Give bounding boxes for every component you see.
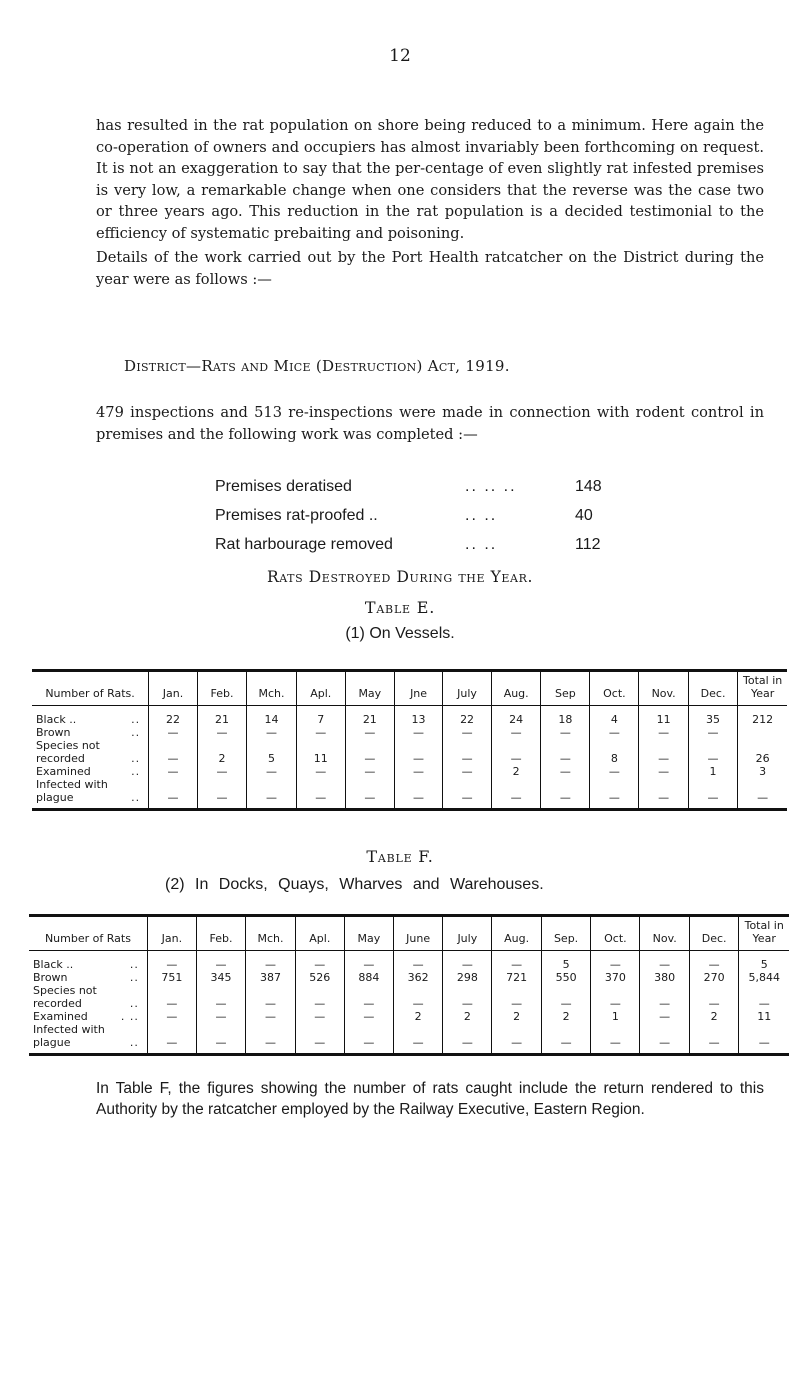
table-cell [197, 739, 246, 752]
row-label-leader: .. [129, 1036, 139, 1049]
row-label-text: plague [33, 1036, 71, 1049]
table-cell: 2 [491, 765, 541, 778]
table-cell [688, 739, 737, 752]
row-label-text: Brown [36, 726, 71, 739]
stat-label: Premises rat-proofed .. [215, 506, 378, 524]
table-cell: 526 [295, 971, 344, 984]
table-cell: 387 [246, 971, 296, 984]
table-cell: — [739, 1036, 789, 1055]
table-cell: — [393, 951, 442, 972]
closing-paragraph: In Table F, the figures showing the number of rats caught include the return rendered to this Authority by the ratcatcher employed by the Railway Executive, Eastern Region. [96, 1080, 764, 1118]
row-label [29, 951, 147, 972]
table-cell: — [394, 752, 442, 765]
column-header: Apl. [296, 671, 345, 706]
table-cell: 362 [393, 971, 442, 984]
table-cell [492, 984, 542, 997]
table-cell: — [344, 1036, 393, 1055]
table-cell: 35 [688, 706, 737, 727]
row-label [29, 984, 147, 997]
table-cell: 5 [247, 752, 297, 765]
table-cell: — [541, 997, 590, 1010]
column-header: Mch. [246, 916, 296, 951]
column-header: Nov. [640, 916, 689, 951]
column-header: Feb. [196, 916, 245, 951]
table-f-title: Table F. [366, 847, 434, 866]
table-e-title: Table E. [364, 598, 436, 617]
table-cell: — [639, 752, 688, 765]
table-cell: 5 [541, 951, 590, 972]
table-f [29, 914, 789, 1056]
table-cell [443, 778, 492, 791]
row-label [32, 791, 149, 810]
table-cell: 21 [197, 706, 246, 727]
column-header: Aug. [491, 671, 541, 706]
act-heading: District—Rats and Mice (Destruction) Act, 1919. [124, 357, 510, 375]
table-e-subtitle: (1) On Vessels. [345, 625, 455, 642]
table-cell: — [689, 997, 739, 1010]
table-cell: 11 [296, 752, 345, 765]
table-cell: — [689, 1036, 739, 1055]
table-cell: — [296, 726, 345, 739]
table-cell: 2 [443, 1010, 492, 1023]
table-cell [149, 778, 198, 791]
table-cell: 212 [738, 706, 787, 727]
row-label-leader: .. [129, 997, 139, 1010]
column-header: Sep. [541, 916, 590, 951]
table-row [32, 765, 787, 778]
table-cell: — [196, 1036, 245, 1055]
row-label [29, 971, 147, 984]
table-cell: 298 [443, 971, 492, 984]
table-cell [689, 984, 739, 997]
table-row [29, 1036, 789, 1055]
table-cell [345, 739, 394, 752]
stat-leader: .. .. [465, 535, 498, 553]
table-cell [739, 984, 789, 997]
intro-paragraph: has resulted in the rat population on shore being reduced to a minimum. Here again the co-operation of owners and occupiers has almost invariably been forthcoming on request. It is not an exaggeration to say that the per-centage of even slightly rat infested premises is very low, a remarkable change when one considers that the reverse was the case two or three years ago. This reduction in the rat population is a decided testimonial to the efficiency of systematic prebaiting and poisoning. [96, 117, 764, 242]
inspections-paragraph: 479 inspections and 513 re-inspections were made in connection with rodent control in premises and the following work was completed :— [96, 404, 764, 443]
table-header-row [29, 916, 789, 951]
table-cell [689, 1023, 739, 1036]
table-row [32, 706, 787, 727]
stat-row [215, 472, 615, 501]
row-label [32, 778, 149, 791]
table-cell: 721 [492, 971, 542, 984]
table-cell: — [197, 765, 246, 778]
table-cell [149, 739, 198, 752]
table-cell: 1 [591, 1010, 640, 1023]
table-cell: — [591, 1036, 640, 1055]
table-cell [246, 984, 296, 997]
table-cell: 1 [688, 765, 737, 778]
table-cell: 3 [738, 765, 787, 778]
column-header: Feb. [197, 671, 246, 706]
table-cell: 2 [197, 752, 246, 765]
table-cell: 22 [149, 706, 198, 727]
table-cell: — [296, 791, 345, 810]
table-cell [688, 778, 737, 791]
row-label [29, 1036, 147, 1055]
row-label-text: Examined [36, 765, 91, 778]
table-cell [738, 739, 787, 752]
table-cell [739, 1023, 789, 1036]
table-cell: — [541, 726, 590, 739]
section-title: Rats Destroyed During the Year. [266, 568, 534, 586]
table-cell [246, 1023, 296, 1036]
table-cell: — [196, 951, 245, 972]
table-cell: — [149, 752, 198, 765]
table-cell: 751 [147, 971, 196, 984]
column-header: Apl. [295, 916, 344, 951]
table-cell [738, 778, 787, 791]
table-cell: — [443, 765, 492, 778]
table-cell: — [640, 1036, 689, 1055]
table-cell: — [246, 951, 296, 972]
table-cell: — [541, 791, 590, 810]
table-cell [639, 778, 688, 791]
row-label-text: Examined [33, 1010, 88, 1023]
table-cell [738, 726, 787, 739]
table-cell: — [393, 997, 442, 1010]
table-cell: — [197, 791, 246, 810]
row-label-text: plague [36, 791, 74, 804]
table-cell: 14 [247, 706, 297, 727]
row-label-text: recorded [36, 752, 85, 765]
table-cell: 2 [689, 1010, 739, 1023]
table-cell [394, 778, 442, 791]
row-label [29, 1023, 147, 1036]
table-cell [541, 984, 590, 997]
table-cell: — [492, 1036, 542, 1055]
table-cell [590, 739, 639, 752]
table-cell: 8 [590, 752, 639, 765]
table-cell: — [491, 791, 541, 810]
table-cell: — [247, 765, 297, 778]
table-cell [344, 984, 393, 997]
table-cell: — [491, 726, 541, 739]
table-cell [590, 778, 639, 791]
table-cell [393, 1023, 442, 1036]
table-header-row [32, 671, 787, 706]
stat-label: Premises deratised [215, 477, 352, 495]
table-cell: — [149, 791, 198, 810]
table-cell: 5 [739, 951, 789, 972]
table-cell: 345 [196, 971, 245, 984]
row-label-text: Black .. [36, 713, 77, 726]
table-cell: 2 [541, 1010, 590, 1023]
page-number: 12 [389, 46, 411, 66]
row-label [32, 765, 149, 778]
row-label-text: Brown [33, 971, 68, 984]
table-cell: — [246, 997, 296, 1010]
table-cell: — [345, 752, 394, 765]
table-cell: — [196, 997, 245, 1010]
table-row [29, 997, 789, 1010]
column-header: Jan. [149, 671, 198, 706]
table-cell: 22 [443, 706, 492, 727]
row-label-header: Number of Rats. [32, 671, 149, 706]
table-cell [541, 778, 590, 791]
column-header: July [443, 916, 492, 951]
column-header: Nov. [639, 671, 688, 706]
table-cell: 11 [739, 1010, 789, 1023]
stat-label: Rat harbourage removed [215, 535, 393, 553]
table-f-subtitle: (2) In Docks, Quays, Wharves and Warehouses. [165, 876, 544, 893]
table-cell: — [541, 752, 590, 765]
row-label-leader: .. [131, 713, 141, 726]
table-cell: — [443, 726, 492, 739]
table-cell: — [590, 765, 639, 778]
table-cell: — [393, 1036, 442, 1055]
table-cell [591, 984, 640, 997]
row-label-leader: .. [129, 958, 139, 971]
table-row [32, 791, 787, 810]
table-cell [492, 1023, 542, 1036]
table-cell: — [344, 997, 393, 1010]
row-label [32, 726, 149, 739]
row-label [32, 706, 149, 727]
column-header: Jan. [147, 916, 196, 951]
table-cell: — [541, 765, 590, 778]
table-cell: 11 [639, 706, 688, 727]
table-cell [197, 778, 246, 791]
table-cell: — [345, 765, 394, 778]
table-cell: 26 [738, 752, 787, 765]
table-cell: — [296, 765, 345, 778]
table-cell: 5,844 [739, 971, 789, 984]
table-cell: — [443, 1036, 492, 1055]
table-cell: — [739, 997, 789, 1010]
table-cell [491, 739, 541, 752]
table-cell: — [149, 726, 198, 739]
table-cell: 7 [296, 706, 345, 727]
table-row [29, 984, 789, 997]
table-row [32, 739, 787, 752]
table-cell: 21 [345, 706, 394, 727]
table-row [32, 778, 787, 791]
row-label-text: Species not [33, 984, 97, 997]
table-cell [196, 984, 245, 997]
table-cell: — [591, 997, 640, 1010]
row-label-leader: .. [131, 765, 141, 778]
stat-row [215, 530, 615, 559]
table-cell: — [295, 1010, 344, 1023]
table-cell: — [640, 997, 689, 1010]
table-cell: — [394, 791, 442, 810]
table-cell: — [295, 951, 344, 972]
table-cell: — [295, 1036, 344, 1055]
table-cell: — [246, 1010, 296, 1023]
table-cell: — [345, 791, 394, 810]
table-cell [296, 739, 345, 752]
table-cell [345, 778, 394, 791]
row-label-leader: .. [131, 726, 141, 739]
row-label-text: Infected with [36, 778, 108, 791]
table-cell: — [443, 752, 492, 765]
row-label [32, 739, 149, 752]
table-cell: 380 [640, 971, 689, 984]
row-label [32, 752, 149, 765]
table-cell: — [738, 791, 787, 810]
column-header: May [345, 671, 394, 706]
table-cell [443, 984, 492, 997]
stat-value: 112 [575, 535, 601, 553]
table-cell [247, 739, 297, 752]
table-cell: — [492, 997, 542, 1010]
table-cell: — [640, 1010, 689, 1023]
table-cell: — [147, 951, 196, 972]
table-cell: 4 [590, 706, 639, 727]
table-cell [295, 984, 344, 997]
table-cell: — [639, 726, 688, 739]
table-cell: — [590, 726, 639, 739]
column-header: Aug. [492, 916, 542, 951]
column-header: Dec. [688, 671, 737, 706]
column-header: Jne [394, 671, 442, 706]
table-cell: — [345, 726, 394, 739]
table-row [29, 971, 789, 984]
table-cell [393, 984, 442, 997]
stat-value: 40 [575, 506, 593, 524]
column-header: Total in Year [738, 671, 787, 706]
table-cell: 550 [541, 971, 590, 984]
table-cell: — [247, 726, 297, 739]
table-cell [541, 1023, 590, 1036]
table-cell: — [197, 726, 246, 739]
table-cell: — [688, 726, 737, 739]
table-cell [640, 984, 689, 997]
table-cell [196, 1023, 245, 1036]
table-e [32, 669, 787, 811]
table-cell: — [147, 1010, 196, 1023]
table-cell: — [295, 997, 344, 1010]
row-label-text: recorded [33, 997, 82, 1010]
table-cell [541, 739, 590, 752]
row-label-header: Number of Rats [29, 916, 147, 951]
table-cell: — [590, 791, 639, 810]
table-cell [295, 1023, 344, 1036]
row-label-leader: .. [131, 752, 141, 765]
table-row [29, 1010, 789, 1023]
table-cell [639, 739, 688, 752]
table-cell: — [492, 951, 542, 972]
row-label-leader: .. [131, 791, 141, 804]
table-cell: — [491, 752, 541, 765]
table-cell [147, 1023, 196, 1036]
table-cell: — [689, 951, 739, 972]
table-cell: 2 [492, 1010, 542, 1023]
table-cell: — [344, 1010, 393, 1023]
table-row [29, 951, 789, 972]
table-cell [591, 1023, 640, 1036]
table-cell [247, 778, 297, 791]
row-label-leader: .. [129, 971, 139, 984]
row-label-text: Species not [36, 739, 100, 752]
table-cell: — [541, 1036, 590, 1055]
table-cell: — [344, 951, 393, 972]
table-cell [640, 1023, 689, 1036]
row-label [29, 1010, 147, 1023]
table-row [32, 726, 787, 739]
table-cell: — [639, 791, 688, 810]
table-cell: 370 [591, 971, 640, 984]
table-cell [394, 739, 442, 752]
table-cell: — [591, 951, 640, 972]
column-header: July [443, 671, 492, 706]
work-summary [215, 472, 615, 559]
table-cell: 270 [689, 971, 739, 984]
column-header: Oct. [590, 671, 639, 706]
table-cell [443, 739, 492, 752]
table-cell: — [147, 997, 196, 1010]
table-cell: 13 [394, 706, 442, 727]
table-cell: — [443, 997, 492, 1010]
stat-value: 148 [575, 477, 602, 495]
column-header: June [393, 916, 442, 951]
row-label-text: Black .. [33, 958, 74, 971]
table-cell: — [247, 791, 297, 810]
table-cell: 884 [344, 971, 393, 984]
table-cell: 24 [491, 706, 541, 727]
column-header: Dec. [689, 916, 739, 951]
table-cell: — [196, 1010, 245, 1023]
table-cell: — [688, 752, 737, 765]
table-row [29, 1023, 789, 1036]
table-cell [344, 1023, 393, 1036]
table-cell: 2 [393, 1010, 442, 1023]
table-cell: — [443, 791, 492, 810]
column-header: May [344, 916, 393, 951]
column-header: Mch. [247, 671, 297, 706]
table-cell: — [394, 765, 442, 778]
table-cell [147, 984, 196, 997]
column-header: Oct. [591, 916, 640, 951]
table-cell [491, 778, 541, 791]
table-cell: — [246, 1036, 296, 1055]
table-cell [296, 778, 345, 791]
column-header: Total in Year [739, 916, 789, 951]
table-cell: — [688, 791, 737, 810]
table-cell: — [443, 951, 492, 972]
column-header: Sep [541, 671, 590, 706]
table-cell: 18 [541, 706, 590, 727]
stat-leader: .. .. .. [465, 477, 517, 495]
table-cell: — [640, 951, 689, 972]
stat-row [215, 501, 615, 530]
table-row [32, 752, 787, 765]
details-paragraph: Details of the work carried out by the Port Health ratcatcher on the District during the year were as follows :— [96, 249, 764, 288]
row-label [29, 997, 147, 1010]
stat-leader: .. .. [465, 506, 498, 524]
table-cell: — [147, 1036, 196, 1055]
table-cell: — [639, 765, 688, 778]
row-label-leader: . .. [120, 1010, 139, 1023]
table-cell [443, 1023, 492, 1036]
row-label-text: Infected with [33, 1023, 105, 1036]
table-cell: — [394, 726, 442, 739]
table-cell: — [149, 765, 198, 778]
